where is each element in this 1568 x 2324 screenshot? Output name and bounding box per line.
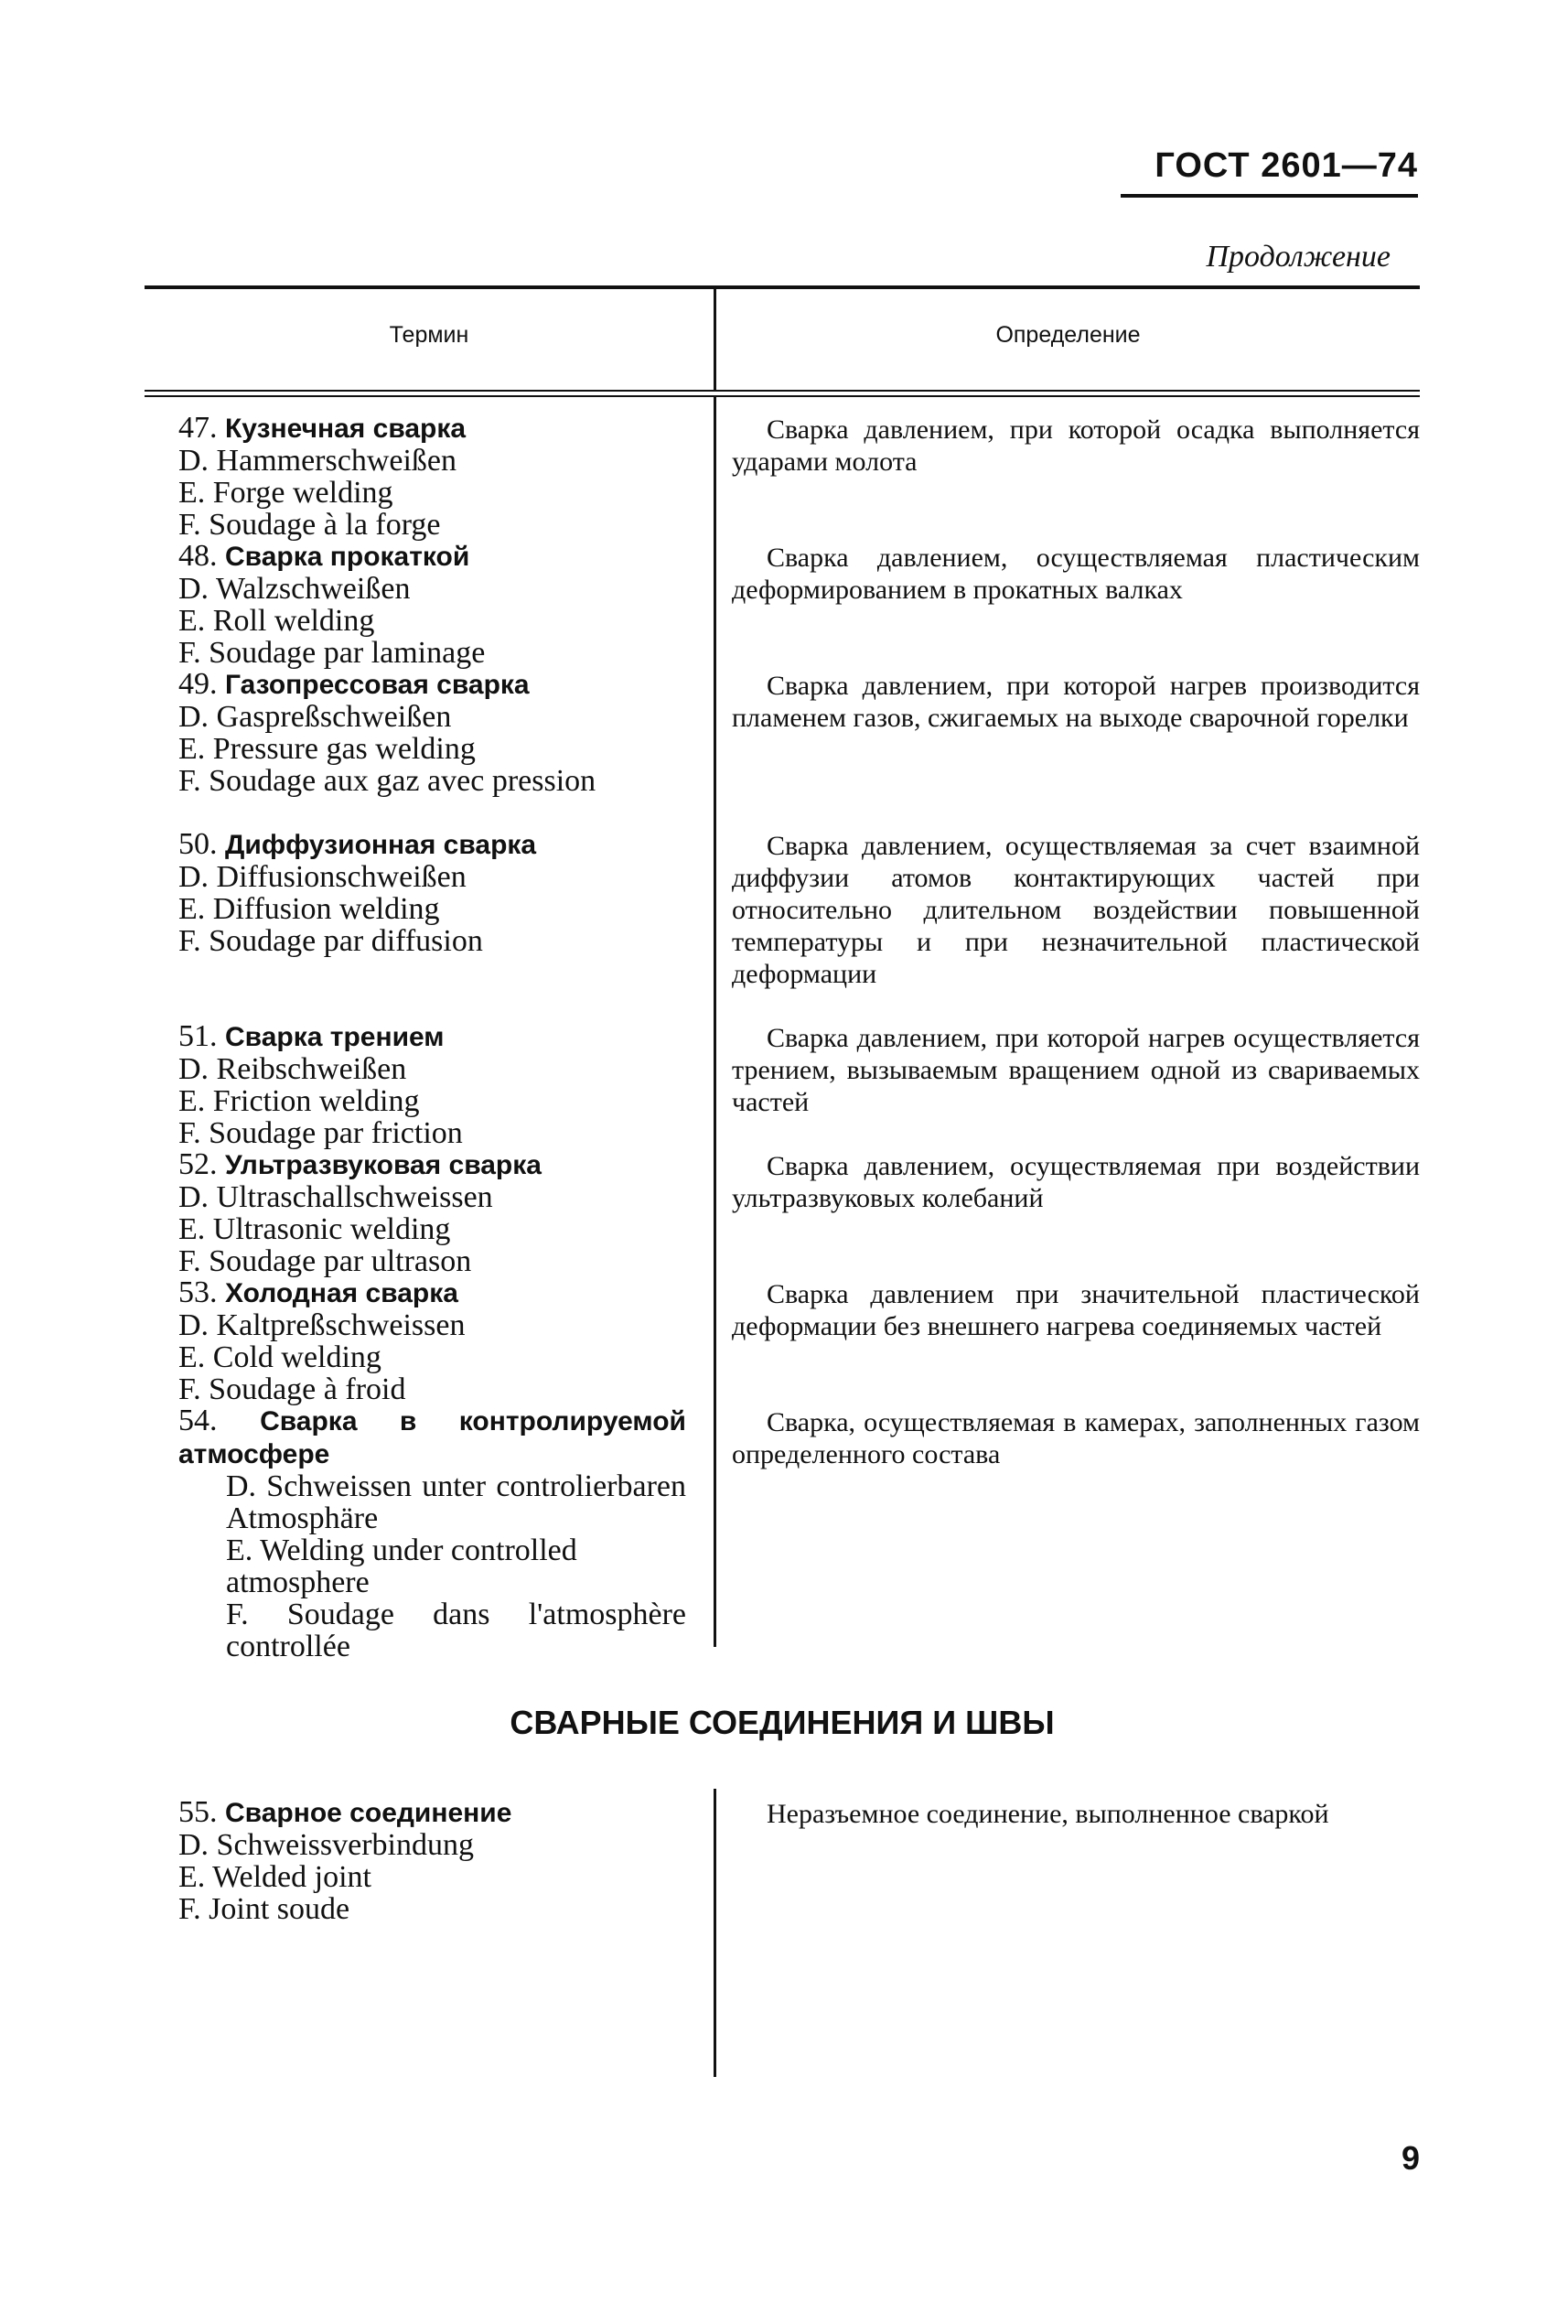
term-entry-52 bbox=[178, 1148, 686, 1277]
column-header-term: Термин bbox=[389, 322, 469, 348]
body-column-divider bbox=[714, 397, 716, 1647]
continuation-label: Продолжение bbox=[1206, 240, 1391, 274]
term-french: F. Soudage par ultrason bbox=[178, 1244, 472, 1278]
term-entry-53 bbox=[178, 1276, 686, 1405]
term-french: F. Soudage dans l'atmosphère controllée bbox=[226, 1598, 686, 1663]
term-number: 52. bbox=[178, 1147, 218, 1181]
term-english: E. Friction welding bbox=[178, 1084, 420, 1118]
term-title: Сварка прокаткой bbox=[225, 542, 470, 572]
term-french: F. Soudage à froid bbox=[178, 1372, 406, 1406]
term-english: E. Roll welding bbox=[178, 604, 375, 638]
term-title: Холодная сварка bbox=[225, 1278, 458, 1308]
header-rule-1 bbox=[145, 390, 1420, 392]
term-title: Ультразвуковая сварка bbox=[225, 1150, 542, 1180]
term-french: F. Joint soude bbox=[178, 1892, 350, 1926]
term-english: E. Cold welding bbox=[178, 1340, 381, 1374]
term-title: Сварное соединение bbox=[225, 1798, 512, 1828]
term-entry-48 bbox=[178, 540, 686, 669]
term-title: Газопрессовая сварка bbox=[225, 670, 530, 700]
term-english: E. Ultrasonic welding bbox=[178, 1212, 451, 1246]
term-german: D. Kaltpreßschweissen bbox=[178, 1308, 466, 1342]
term-entry-54 bbox=[178, 1404, 686, 1662]
section-title: СВАРНЫЕ СОЕДИНЕНИЯ И ШВЫ bbox=[510, 1704, 1055, 1741]
term-german: D. Diffusionschweißen bbox=[178, 860, 467, 894]
term-number: 54. bbox=[178, 1404, 218, 1437]
term-entry-50 bbox=[178, 828, 686, 957]
term-german: D. Hammerschweißen bbox=[178, 444, 457, 478]
definition-48: Сварка давлением, осуществляемая пластическим деформированием в прокатных валках bbox=[732, 543, 1420, 605]
term-entry-55 bbox=[178, 1796, 686, 1925]
definition-53: Сварка давлением при значительной пластической деформации без внешнего нагрева соединяемых частей bbox=[732, 1279, 1420, 1341]
term-french: F. Soudage par diffusion bbox=[178, 924, 483, 958]
definition-55: Неразъемное соединение, выполненное сваркой bbox=[767, 1799, 1329, 1829]
term-number: 47. bbox=[178, 411, 218, 445]
definition-49: Сварка давлением, при которой нагрев производится пламенем газов, сжигаемых на выходе сварочной горелки bbox=[732, 671, 1420, 733]
term-number: 55. bbox=[178, 1795, 218, 1829]
term-english: E. Welding under controlled atmosphere bbox=[226, 1533, 577, 1599]
term-title: Диффузионная сварка bbox=[225, 830, 537, 860]
standard-underline bbox=[1121, 194, 1418, 198]
term-german: D. Walzschweißen bbox=[178, 572, 411, 606]
term-number: 48. bbox=[178, 539, 218, 573]
term-english: E. Diffusion welding bbox=[178, 892, 440, 926]
page-number: 9 bbox=[1401, 2139, 1420, 2177]
definition-54: Сварка, осуществляемая в камерах, заполненных газом определенного состава bbox=[732, 1407, 1420, 1469]
term-entry-51 bbox=[178, 1020, 686, 1149]
term-entry-49 bbox=[178, 668, 686, 797]
term-german: D. Gaspreßschweißen bbox=[178, 700, 452, 734]
standard-number: ГОСТ 2601—74 bbox=[1155, 146, 1418, 185]
term-french: F. Soudage par friction bbox=[178, 1116, 463, 1150]
term-german: D. Schweissverbindung bbox=[178, 1828, 474, 1862]
term-french: F. Soudage à la forge bbox=[178, 508, 441, 542]
definition-47: Сварка давлением, при которой осадка выполняется ударами молота bbox=[732, 414, 1420, 477]
term-number: 50. bbox=[178, 827, 218, 861]
column-header-definition: Определение bbox=[995, 322, 1141, 348]
section-column-divider bbox=[714, 1789, 716, 2077]
term-french: F. Soudage aux gaz avec pression bbox=[178, 764, 596, 798]
term-title: Кузнечная сварка bbox=[225, 414, 467, 444]
term-german: D. Ultraschallschweissen bbox=[178, 1180, 493, 1214]
term-title: Сварка трением bbox=[225, 1022, 445, 1052]
term-number: 51. bbox=[178, 1019, 218, 1053]
term-english: E. Pressure gas welding bbox=[178, 732, 476, 766]
term-number: 49. bbox=[178, 667, 218, 701]
term-number: 53. bbox=[178, 1275, 218, 1309]
term-entry-47 bbox=[178, 412, 686, 541]
term-german: D. Reibschweißen bbox=[178, 1052, 407, 1086]
header-rule-2 bbox=[145, 395, 1420, 397]
table-top-rule bbox=[145, 285, 1420, 289]
term-english: E. Welded joint bbox=[178, 1860, 371, 1894]
term-english: E. Forge welding bbox=[178, 476, 393, 510]
definition-50: Сварка давлением, осуществляемая за счет взаимной диффузии атомов контактирующих частей при относительно длительном воздействии повышенной температуры и при незначительной пластической деформации bbox=[732, 831, 1420, 989]
definition-52: Сварка давлением, осуществляемая при воздействии ультразвуковых колебаний bbox=[732, 1151, 1420, 1213]
term-french: F. Soudage par laminage bbox=[178, 636, 486, 670]
term-german: D. Schweissen unter controlierbaren Atmosphäre bbox=[226, 1469, 686, 1535]
definition-51: Сварка давлением, при которой нагрев осуществляется трением, вызываемым вращением одной из свариваемых частей bbox=[732, 1023, 1420, 1117]
term-title: Сварка в контролируемой атмосфере bbox=[178, 1406, 686, 1469]
